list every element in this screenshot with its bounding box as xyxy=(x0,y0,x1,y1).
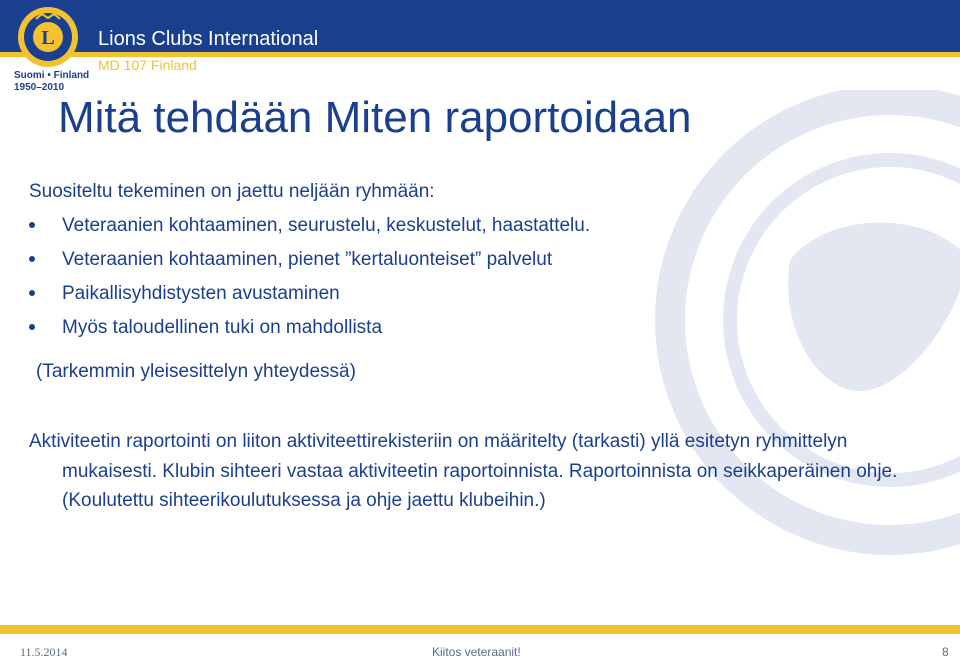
bullet-item xyxy=(0,282,590,316)
org-name: Lions Clubs International xyxy=(98,28,319,50)
reporting-paragraph: Aktiviteetin raportointi on liiton aktiviteettirekisteriin on määritelty (tarkasti) yllä esitetyn ryhmittelyn mukaisesti. Klubin sihteeri vastaa aktiviteetin raportoinnista. Raportoinnista on seikkaperäinen ohje. (Koulutettu sihteerikoulutuksessa ja ohje jaettu klubeihin.) xyxy=(29,431,898,511)
bullet-text: Veteraanien kohtaaminen, seurustelu, keskustelut, haastattelu. xyxy=(62,215,591,236)
logo-caption-country: Suomi • Finland xyxy=(14,70,90,81)
page-number: 8 xyxy=(942,645,949,659)
bullet-item xyxy=(0,214,590,248)
logo-caption-years: 1950–2010 xyxy=(14,82,65,93)
note-text: (Tarkemmin yleisesittelyn yhteydessä) xyxy=(36,361,356,382)
bullet-item xyxy=(0,248,590,282)
bullet-list xyxy=(0,214,590,350)
footer-date: 11.5.2014 xyxy=(20,645,68,659)
bullet-dot-icon xyxy=(29,290,35,296)
slide-title: Mitä tehdään Miten raportoidaan xyxy=(58,93,692,142)
bullet-dot-icon xyxy=(29,324,35,330)
bullet-text: Veteraanien kohtaaminen, pienet ”kertaluonteiset” palvelut xyxy=(62,249,553,270)
logo-letter: L xyxy=(41,27,55,49)
bullet-item xyxy=(0,316,590,350)
footer-gold-line xyxy=(0,625,960,634)
bullet-dot-icon xyxy=(29,222,35,228)
bullet-text: Paikallisyhdistysten avustaminen xyxy=(62,283,340,304)
header-text xyxy=(98,28,318,74)
bullet-text: Myös taloudellinen tuki on mahdollista xyxy=(62,317,383,338)
intro-text: Suositeltu tekeminen on jaettu neljään ryhmään: xyxy=(29,181,435,202)
bullet-dot-icon xyxy=(29,256,35,262)
footer-title: Kiitos veteraanit! xyxy=(432,645,521,659)
district-name: MD 107 Finland xyxy=(98,57,197,73)
